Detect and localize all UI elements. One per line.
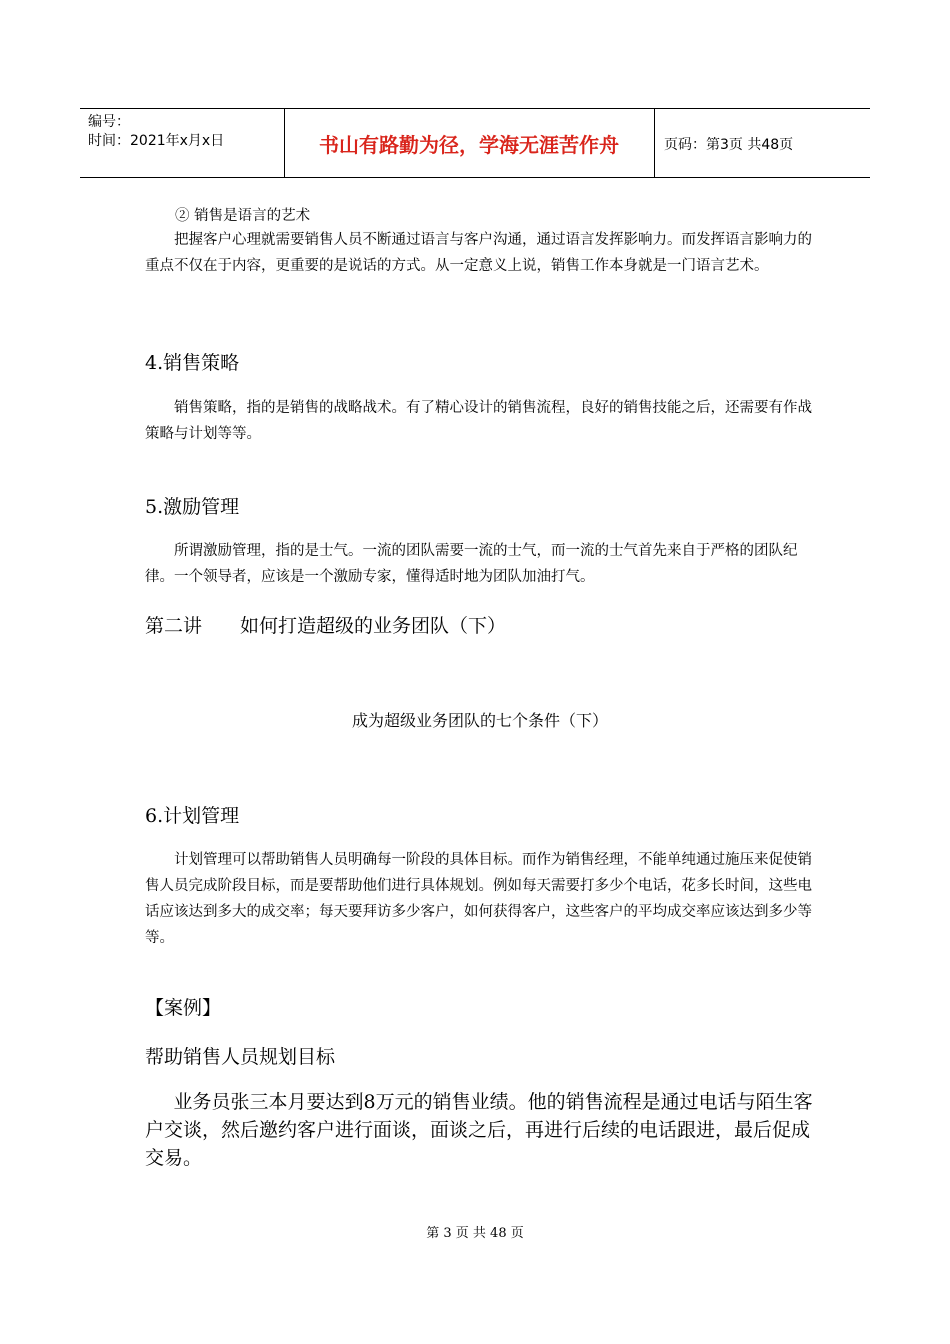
section6-paragraph: 计划管理可以帮助销售人员明确每一阶段的具体目标。而作为销售经理，不能单纯通过施压来促使销售人员完成阶段目标，而是要帮助他们进行具体规划。例如每天需要打多少个电话，花多长时间，这些电话应该达到多大的成交率；每天要拜访多少客户，如何获得客户，这些客户的平均成交率应该达到多少等等。 xyxy=(145,852,812,946)
lecture-subtitle: 成为超级业务团队的七个条件（下） xyxy=(351,711,608,730)
case-label: 【案例】 xyxy=(145,997,222,1019)
lecture-title: 第二讲 如何打造超级的业务团队（下） xyxy=(145,615,507,637)
section6-heading: 6.计划管理 xyxy=(145,805,240,827)
header-motto: 书山有路勤为径，学海无涯苦作舟 xyxy=(319,133,619,157)
header-meta xyxy=(88,113,224,151)
section5-paragraph: 所谓激励管理，指的是士气。一流的团队需要一流的士气，而一流的士气首先来自于严格的团队纪律。一个领导者，应该是一个激励专家，懂得适时地为团队加油打气。 xyxy=(145,543,798,585)
header-divider xyxy=(654,109,655,177)
section4-paragraph: 销售策略，指的是销售的战略战术。有了精心设计的销售流程，良好的销售技能之后，还需要有作战策略与计划等等。 xyxy=(145,400,812,442)
section5-heading: 5.激励管理 xyxy=(145,496,240,518)
item2-paragraph: 把握客户心理就需要销售人员不断通过语言与客户沟通，通过语言发挥影响力。而发挥语言影响力的重点不仅在于内容，更重要的是说话的方式。从一定意义上说，销售工作本身就是一门语言艺术。 xyxy=(145,232,812,274)
case-title: 帮助销售人员规划目标 xyxy=(145,1046,336,1068)
item2-title: ② 销售是语言的艺术 xyxy=(175,208,311,224)
page-header xyxy=(80,108,870,178)
time-label: 时间：2021年x月x日 xyxy=(88,133,225,149)
section4-heading: 4.销售策略 xyxy=(145,352,240,374)
header-page-info: 页码：第3页 共48页 xyxy=(664,137,794,153)
case-paragraph: 业务员张三本月要达到8万元的销售业绩。他的销售流程是通过电话与陌生客户交谈，然后邀约客户进行面谈，面谈之后，再进行后续的电话跟进，最后促成交易。 xyxy=(145,1091,813,1169)
page-footer: 第 3 页 共 48 页 xyxy=(426,1226,524,1241)
number-label: 编号： xyxy=(88,114,130,130)
